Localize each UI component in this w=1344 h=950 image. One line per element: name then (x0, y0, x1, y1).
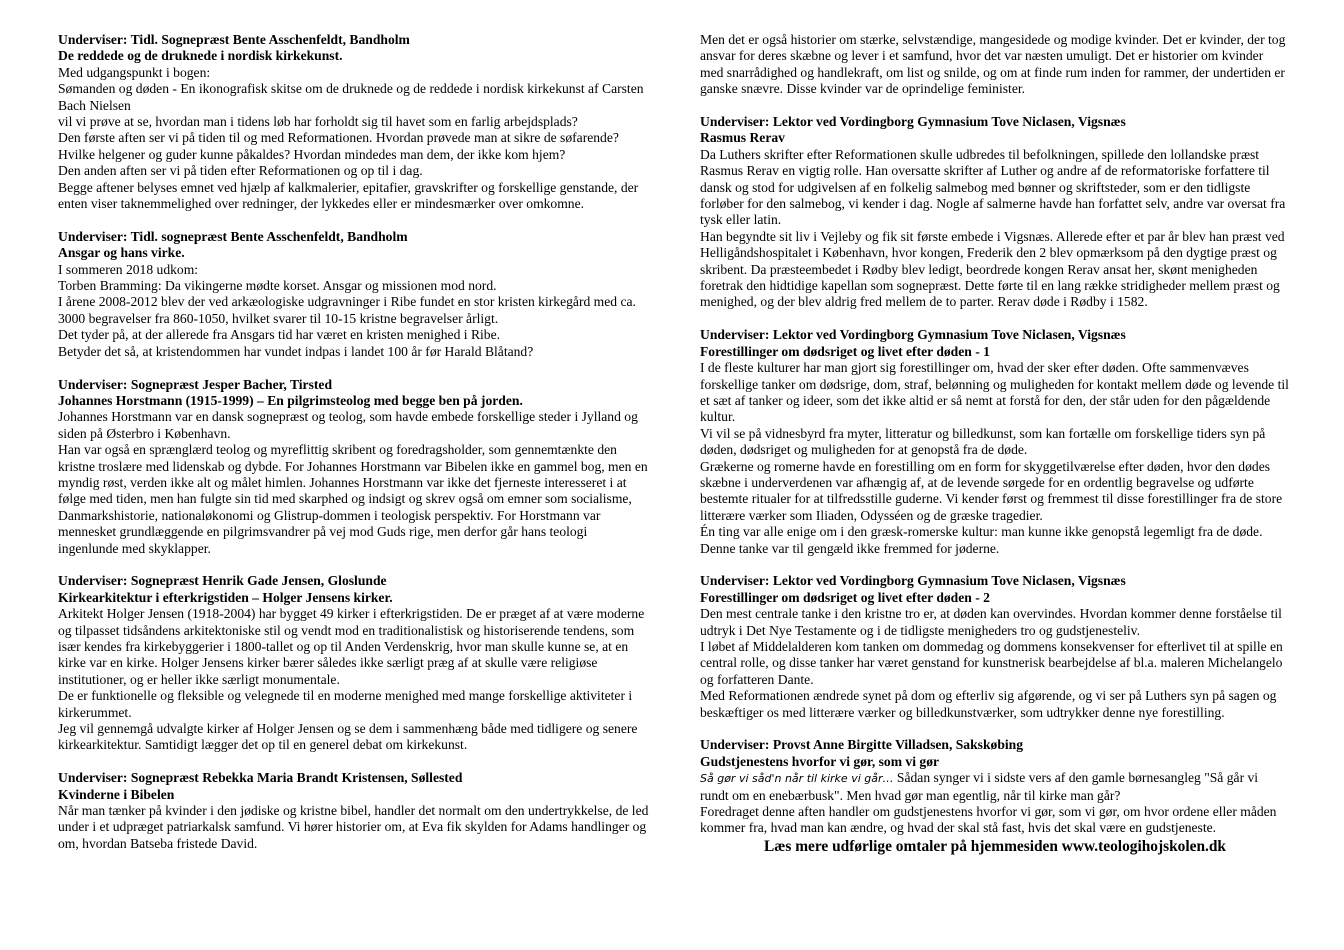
lecturer-line: Underviser: Lektor ved Vordingborg Gymnasium Tove Niclasen, Vigsnæs (700, 327, 1126, 343)
right-column (700, 32, 1290, 871)
paragraph: Men det er også historier om stærke, selvstændige, mangesidede og modige kvinder. Det er kvinder, der tog ansvar for deres skæbne og lever i et samfund, hvor det var næsten umuligt. Det er historier om kvinder med snarrådighed og handlekraft, om list og snilde, og om at finde rum inden for rammer, der undertiden er ganske snævre. Disse kvinder var de oprindelige feminister. (700, 32, 1286, 97)
course-entry (700, 737, 1290, 836)
paragraph: I årene 2008-2012 blev der ved arkæologiske udgravninger i Ribe fundet en stor kristen kirkegård med ca. 3000 begravelser fra 860-1050, hvilket svarer til 10-15 kristne begravelser årligt. (58, 294, 636, 326)
course-entry (700, 327, 1290, 557)
paragraph: Han begyndte sit liv i Vejleby og fik sit første embede i Vigsnæs. Allerede efter et par år blev han præst ved Helligåndshospitalet i København, hvor kongen, Frederik den 2 blev opmærksom på den dygtige præst og skribent. Da præsteembedet i Rødby blev ledigt, beordrede kongen Rerav ansat her, skønt menigheden foretrak den hidtidige kapellan som sognepræst. Dette førte til en lang række stridigheder mellem præst og menighed, og der blev aldrig fred mellem de to parter. Rerav døde i Rødby i 1582. (700, 228, 1285, 310)
lecturer-line: Underviser: Sognepræst Jesper Bacher, Tirsted (58, 376, 333, 392)
paragraph: Grækerne og romerne havde en forestilling om en form for skyggetilværelse efter døden, hvor den dødes skæbne i underverdenen var afhængig af, at de levende sørgede for en ordentlig begravelse og udførte bestemte ritualer for at tilfredsstille guderne. Vi kender først og fremmest til disse forestillinger fra de store litterære værker som Iliaden, Odysséen og de græske tragedier. (700, 458, 1283, 523)
course-title: Ansgar og hans virke. (58, 245, 185, 261)
paragraph: Når man tænker på kvinder i den jødiske og kristne bibel, handler det normalt om den undertrykkelse, de led under i et udpræget patriarkalsk samfund. Vi hører historier om, at Eva fik skylden for Adams handlinger og om, hvordan Batseba fristede David. (58, 803, 649, 851)
course-entry (58, 770, 650, 852)
course-title: De reddede og de druknede i nordisk kirkekunst. (58, 48, 343, 64)
lecturer-line: Underviser: Tidl. Sognepræst Bente Asschenfeldt, Bandholm (58, 32, 410, 47)
left-column (58, 32, 650, 869)
lecturer-line: Underviser: Sognepræst Rebekka Maria Brandt Kristensen, Søllested (58, 770, 463, 786)
paragraph: vil vi prøve at se, hvordan man i tidens løb har forholdt sig til havet som en farlig arbejdsplads? (58, 114, 578, 130)
paragraph: Jeg vil gennemgå udvalgte kirker af Holger Jensen og se dem i sammenhæng både med tidligere og senere kirkearkitektur. Samtidigt lægger det op til en generel debat om kirkekunst. (58, 721, 638, 753)
paragraph (700, 770, 1290, 804)
paragraph: Med udgangspunkt i bogen: (58, 64, 211, 80)
course-entry (700, 573, 1290, 721)
paragraph: Med Reformationen ændrede synet på dom og efterliv sig afgørende, og vi ser på Luthers syn på sagen og beskæftiger os med litterære værker og billedkunstværker, som udtrykker denne nye forestilling. (700, 688, 1277, 720)
course-entry (700, 114, 1290, 311)
paragraph: Den første aften ser vi på tiden til og med Reformationen. Hvordan prøvede man at sikre de søfarende? Hvilke helgener og guder kunne påkaldes? Hvordan mindedes man dem, der ikke kom hjem? (58, 130, 619, 162)
lecturer-line: Underviser: Lektor ved Vordingborg Gymnasium Tove Niclasen, Vigsnæs (700, 114, 1126, 130)
course-title: Forestillinger om dødsriget og livet efter døden - 1 (700, 343, 990, 359)
course-title: Kirkearkitektur i efterkrigstiden – Holger Jensens kirker. (58, 589, 393, 605)
paragraph-text: Sådan synger vi i sidste vers af den gamle børnesangleg "Så går vi rundt om en enebærbusk". Men hvad gør man egentlig, når til kirke man går? (700, 770, 1259, 803)
website-link-note[interactable]: Læs mere udførlige omtaler på hjemmesiden www.teologihojskolen.dk (764, 837, 1226, 855)
course-title: Forestillinger om dødsriget og livet efter døden - 2 (700, 589, 990, 605)
course-entry (58, 32, 650, 212)
course-title: Rasmus Rerav (700, 130, 785, 146)
paragraph: I de fleste kulturer har man gjort sig forestillinger om, hvad der sker efter døden. Ofte sammenvæves forskellige tanker om dødsrige, dom, straf, belønning og muligheden for kontakt mellem døde og levende til et sæt af tanker og ideer, som det ikke altid er så nemt at forstå for den, der står uden for den pågældende kultur. (700, 360, 1289, 425)
paragraph: I sommeren 2018 udkom: (58, 261, 199, 277)
paragraph: Foredraget denne aften handler om gudstjenestens hvorfor vi gør, som vi gør, om hvor ordene eller måden kommer fra, hvad man kan ændre, og hvad der skal stå fast, hvis det skal være en gudstjeneste. (700, 804, 1277, 836)
lecturer-line: Underviser: Lektor ved Vordingborg Gymnasium Tove Niclasen, Vigsnæs (700, 573, 1126, 589)
song-quote: Så gør vi såd'n når til kirke vi går… (700, 772, 894, 786)
course-title: Kvinderne i Bibelen (58, 786, 175, 802)
paragraph: Torben Bramming: Da vikingerne mødte korset. Ansgar og missionen mod nord. (58, 278, 497, 294)
lecturer-line: Underviser: Sognepræst Henrik Gade Jensen, Gloslunde (58, 573, 387, 589)
paragraph: De er funktionelle og fleksible og velegnede til en moderne menighed med mange forskellige aktiviteter i kirkerummet. (58, 688, 633, 720)
continued-text (700, 32, 1290, 98)
paragraph: I løbet af Middelalderen kom tanken om dommedag og dommens konsekvenser for efterlivet til at spille en central rolle, og disse tanker har været genstand for kunstnerisk bearbejdelse af bl.a. maleren Michelangelo og forfatteren Dante. (700, 638, 1283, 687)
paragraph: Betyder det så, at kristendommen har vundet indpas i landet 100 år før Harald Blåtand? (58, 343, 534, 359)
paragraph: Den mest centrale tanke i den kristne tro er, at døden kan overvindes. Hvordan kommer denne forståelse til udtryk i Det Nye Testamente og i de tidligste menigheders tro og gudstjenesteliv. (700, 606, 1282, 638)
course-entry (58, 573, 650, 753)
paragraph: Han var også en sprænglærd teolog og myreflittig skribent og foredragsholder, som gennemtænkte den kristne troslære med lidenskab og dybde. For Johannes Horstmann var Bibelen ikke en gammel bog, men en myndig røst, verden ikke alt og målet himlen. Johannes Horstmann var ikke det fjerneste interesseret i at følge med tiden, men han fulgte sin tid med skarphed og indsigt og skrev også om emner som socialisme, Danmarkshistorie, nationaløkonomi og Glistrup-dommen i teologisk perspektiv. For Horstmann var mennesket grundlæggende en pilgrimsvandrer på vej mod Guds rige, men derfor går hans teologi ingenlunde med skyklapper. (58, 442, 648, 556)
paragraph: Arkitekt Holger Jensen (1918-2004) har bygget 49 kirker i efterkrigstiden. De er præget af at være moderne og tilpasset tidsåndens arkitektoniske stil og vendt mod en traditionalistisk og historiserende tendens, som især kendes fra kirkebyggerier i 1800-tallet og op til Anden Verdenskrig, hvor man skulle kunne se, at en kirke var en kirke. Holger Jensens kirker bærer således ikke særligt præg af at skulle være religiøse institutioner, og er heller ikke særligt monumentale. (58, 606, 645, 687)
paragraph: Den anden aften ser vi på tiden efter Reformationen og op til i dag. (58, 163, 423, 179)
course-entry (58, 229, 650, 360)
paragraph: Én ting var alle enige om i den græsk-romerske kultur: man kunne ikke genopstå legemligt fra de døde. Denne tanke var til gengæld ikke fremmed for jøderne. (700, 524, 1263, 556)
course-title: Johannes Horstmann (1915-1999) – En pilgrimsteolog med begge ben på jorden. (58, 392, 523, 408)
lecturer-line: Underviser: Tidl. sognepræst Bente Asschenfeldt, Bandholm (58, 228, 408, 244)
paragraph: Vi vil se på vidnesbyrd fra myter, litteratur og billedkunst, som kan fortælle om forskellige tiders syn på døden, dødsriget og muligheden for at genopstå fra de døde. (700, 425, 1266, 458)
paragraph: Sømanden og døden - En ikonografisk skitse om de druknede og de reddede i nordisk kirkekunst af Carsten Bach Nielsen (58, 81, 644, 113)
paragraph: Da Luthers skrifter efter Reformationen skulle udbredes til befolkningen, spillede den lollandske præst Rasmus Rerav en vigtig rolle. Han oversatte skrifter af Luther og andre af de reformatoriske forfattere til dansk og stod for udgivelsen af en folkelig salmebog med bønner og skriftsteder, som er den tidligste forløber for den salmebog, vi kender i dag. Nogle af salmerne havde han forfattet selv, andre var oversat fra tysk eller latin. (700, 146, 1286, 228)
paragraph: Begge aftener belyses emnet ved hjælp af kalkmalerier, epitafier, gravskrifter og forskellige genstande, der enten viser taknemmelighed over redninger, der lykkedes eller er mindesmærker over omkomne. (58, 179, 639, 212)
paragraph: Det tyder på, at der allerede fra Ansgars tid har været en kristen menighed i Ribe. (58, 327, 501, 343)
course-title: Gudstjenestens hvorfor vi gør, som vi gør (700, 753, 940, 769)
lecturer-line: Underviser: Provst Anne Birgitte Villadsen, Sakskøbing (700, 737, 1024, 753)
paragraph: Johannes Horstmann var en dansk sognepræst og teolog, som havde embede forskellige steder i Jylland og siden på Østerbro i København. (58, 409, 638, 441)
course-entry (58, 377, 650, 557)
